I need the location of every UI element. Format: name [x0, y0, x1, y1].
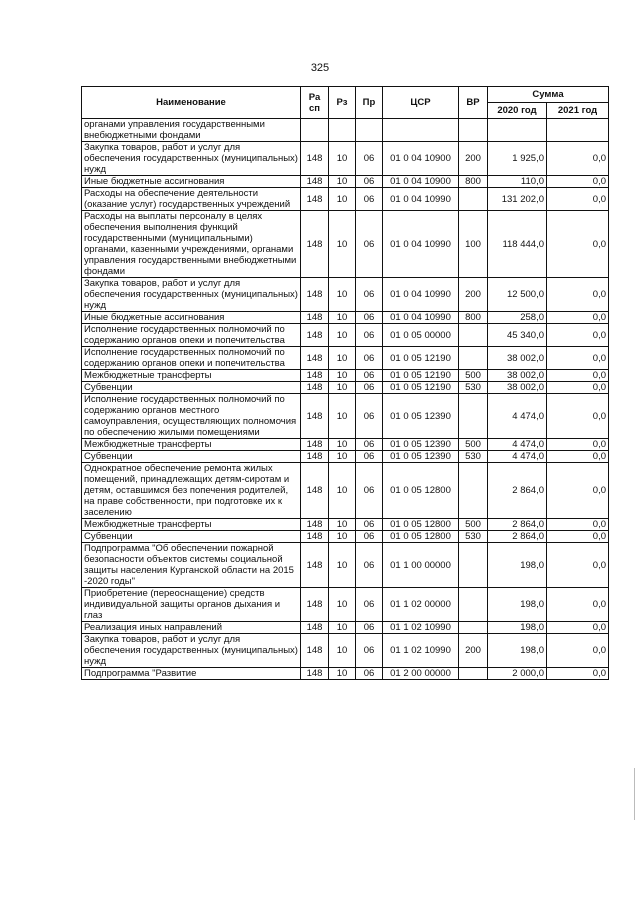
- cell-sum-2021: 0,0: [547, 278, 609, 312]
- cell-vr: 500: [459, 370, 488, 382]
- cell-vr: 200: [459, 142, 488, 176]
- cell-ra-sp: 148: [301, 211, 329, 278]
- table-row: [82, 382, 609, 394]
- cell-sum-2020: 38 002,0: [488, 370, 547, 382]
- cell-name: органами управления государственными внебюджетными фондами: [82, 119, 301, 142]
- cell-rz: 10: [329, 278, 356, 312]
- cell-vr: 530: [459, 382, 488, 394]
- cell-ra-sp: 148: [301, 370, 329, 382]
- cell-sum-2020: 12 500,0: [488, 278, 547, 312]
- table-row: [82, 622, 609, 634]
- header-ra-sp-line2: сп: [308, 102, 321, 114]
- table-row: [82, 668, 609, 680]
- header-sum: Сумма: [488, 87, 609, 103]
- cell-ra-sp: 148: [301, 347, 329, 370]
- cell-rz: [329, 119, 356, 142]
- cell-pr: 06: [356, 211, 383, 278]
- cell-ra-sp: 148: [301, 519, 329, 531]
- cell-pr: 06: [356, 519, 383, 531]
- cell-sum-2020: 198,0: [488, 588, 547, 622]
- cell-sum-2020: 4 474,0: [488, 451, 547, 463]
- cell-pr: 06: [356, 347, 383, 370]
- cell-sum-2021: 0,0: [547, 519, 609, 531]
- cell-sum-2020: 198,0: [488, 543, 547, 588]
- cell-sum-2021: 0,0: [547, 451, 609, 463]
- cell-name: Иные бюджетные ассигнования: [82, 176, 301, 188]
- cell-vr: 200: [459, 278, 488, 312]
- cell-sum-2021: [547, 119, 609, 142]
- cell-ra-sp: 148: [301, 634, 329, 668]
- cell-csr: 01 1 00 00000: [383, 543, 459, 588]
- cell-vr: 800: [459, 176, 488, 188]
- cell-csr: 01 0 05 12800: [383, 531, 459, 543]
- cell-rz: 10: [329, 176, 356, 188]
- cell-pr: 06: [356, 543, 383, 588]
- table-row: [82, 439, 609, 451]
- table-row: [82, 543, 609, 588]
- cell-rz: 10: [329, 622, 356, 634]
- cell-name: Расходы на выплаты персоналу в целях обеспечения выполнения функций государственными (муниципальными) органами, казенными учреждениями, органами управления государственными внебюджетными фондами: [82, 211, 301, 278]
- cell-name: Расходы на обеспечение деятельности (оказание услуг) государственных учреждений: [82, 188, 301, 211]
- cell-name: Закупка товаров, работ и услуг для обеспечения государственных (муниципальных) нужд: [82, 278, 301, 312]
- cell-ra-sp: 148: [301, 188, 329, 211]
- header-pr: Пр: [356, 87, 383, 119]
- header-csr: ЦСР: [383, 87, 459, 119]
- table-row: [82, 394, 609, 439]
- table-row: [82, 176, 609, 188]
- cell-vr: [459, 394, 488, 439]
- cell-pr: 06: [356, 463, 383, 519]
- cell-rz: 10: [329, 370, 356, 382]
- cell-sum-2020: 2 000,0: [488, 668, 547, 680]
- cell-ra-sp: 148: [301, 312, 329, 324]
- cell-rz: 10: [329, 312, 356, 324]
- cell-csr: 01 0 05 12800: [383, 519, 459, 531]
- cell-csr: 01 0 04 10990: [383, 188, 459, 211]
- cell-csr: 01 0 04 10990: [383, 312, 459, 324]
- cell-vr: 500: [459, 439, 488, 451]
- cell-csr: 01 0 05 12190: [383, 347, 459, 370]
- cell-rz: 10: [329, 382, 356, 394]
- cell-name: Субвенции: [82, 382, 301, 394]
- cell-sum-2020: 38 002,0: [488, 347, 547, 370]
- cell-sum-2020: 1 925,0: [488, 142, 547, 176]
- cell-name: Однократное обеспечение ремонта жилых помещений, принадлежащих детям-сиротам и детям, оставшимся без попечения родителей, на праве собственности, при подготовке их к заселению: [82, 463, 301, 519]
- cell-rz: 10: [329, 451, 356, 463]
- cell-sum-2021: 0,0: [547, 622, 609, 634]
- cell-sum-2020: 258,0: [488, 312, 547, 324]
- cell-csr: 01 1 02 10990: [383, 634, 459, 668]
- cell-vr: [459, 324, 488, 347]
- cell-csr: 01 0 05 12190: [383, 382, 459, 394]
- table-header: [82, 87, 609, 119]
- cell-name: Подпрограмма "Об обеспечении пожарной безопасности объектов системы социальной защиты населения Курганской области на 2015 -2020 годы": [82, 543, 301, 588]
- cell-sum-2020: 198,0: [488, 622, 547, 634]
- cell-csr: 01 0 05 12390: [383, 394, 459, 439]
- cell-ra-sp: [301, 119, 329, 142]
- table-row: [82, 119, 609, 142]
- cell-sum-2021: 0,0: [547, 668, 609, 680]
- cell-vr: 200: [459, 634, 488, 668]
- cell-pr: 06: [356, 588, 383, 622]
- scan-margin-mark: [634, 768, 635, 820]
- cell-rz: 10: [329, 543, 356, 588]
- cell-pr: 06: [356, 324, 383, 347]
- cell-pr: 06: [356, 451, 383, 463]
- cell-sum-2021: 0,0: [547, 370, 609, 382]
- cell-csr: 01 0 05 12190: [383, 370, 459, 382]
- cell-csr: 01 1 02 00000: [383, 588, 459, 622]
- cell-pr: 06: [356, 312, 383, 324]
- cell-csr: 01 0 05 00000: [383, 324, 459, 347]
- table-row: [82, 312, 609, 324]
- cell-name: Иные бюджетные ассигнования: [82, 312, 301, 324]
- cell-vr: 530: [459, 531, 488, 543]
- cell-rz: 10: [329, 634, 356, 668]
- cell-sum-2021: 0,0: [547, 439, 609, 451]
- cell-rz: 10: [329, 188, 356, 211]
- cell-sum-2020: [488, 119, 547, 142]
- cell-sum-2021: 0,0: [547, 463, 609, 519]
- cell-name: Межбюджетные трансферты: [82, 519, 301, 531]
- table-row: [82, 634, 609, 668]
- cell-csr: 01 0 04 10900: [383, 176, 459, 188]
- cell-vr: 800: [459, 312, 488, 324]
- cell-ra-sp: 148: [301, 278, 329, 312]
- cell-sum-2021: 0,0: [547, 634, 609, 668]
- cell-ra-sp: 148: [301, 394, 329, 439]
- cell-name: Подпрограмма "Развитие: [82, 668, 301, 680]
- cell-rz: 10: [329, 531, 356, 543]
- cell-rz: 10: [329, 463, 356, 519]
- cell-rz: 10: [329, 324, 356, 347]
- cell-name: Субвенции: [82, 531, 301, 543]
- cell-name: Межбюджетные трансферты: [82, 439, 301, 451]
- table-row: [82, 211, 609, 278]
- header-ra-sp: [301, 87, 329, 119]
- cell-csr: 01 0 05 12800: [383, 463, 459, 519]
- header-year-2020: 2020 год: [488, 103, 547, 119]
- cell-csr: 01 0 04 10900: [383, 142, 459, 176]
- budget-table: [81, 86, 609, 680]
- cell-name: Исполнение государственных полномочий по содержанию органов опеки и попечительства: [82, 324, 301, 347]
- cell-vr: [459, 668, 488, 680]
- cell-sum-2020: 4 474,0: [488, 394, 547, 439]
- table-row: [82, 519, 609, 531]
- cell-sum-2020: 4 474,0: [488, 439, 547, 451]
- cell-csr: 01 1 02 10990: [383, 622, 459, 634]
- cell-pr: 06: [356, 278, 383, 312]
- cell-sum-2021: 0,0: [547, 324, 609, 347]
- cell-rz: 10: [329, 347, 356, 370]
- cell-name: Субвенции: [82, 451, 301, 463]
- cell-ra-sp: 148: [301, 543, 329, 588]
- cell-sum-2021: 0,0: [547, 543, 609, 588]
- cell-ra-sp: 148: [301, 588, 329, 622]
- header-ra-sp-line1: Ра: [308, 91, 321, 103]
- table-row: [82, 188, 609, 211]
- cell-vr: [459, 347, 488, 370]
- cell-pr: 06: [356, 370, 383, 382]
- cell-name: Реализация иных направлений: [82, 622, 301, 634]
- cell-pr: 06: [356, 668, 383, 680]
- table-row: [82, 588, 609, 622]
- cell-pr: 06: [356, 634, 383, 668]
- cell-rz: 10: [329, 668, 356, 680]
- table-body: [82, 119, 609, 680]
- cell-sum-2020: 2 864,0: [488, 519, 547, 531]
- cell-rz: 10: [329, 211, 356, 278]
- cell-sum-2020: 2 864,0: [488, 531, 547, 543]
- table-row: [82, 142, 609, 176]
- cell-sum-2020: 198,0: [488, 634, 547, 668]
- cell-name: Закупка товаров, работ и услуг для обеспечения государственных (муниципальных) нужд: [82, 634, 301, 668]
- cell-pr: 06: [356, 622, 383, 634]
- cell-name: Межбюджетные трансферты: [82, 370, 301, 382]
- cell-sum-2021: 0,0: [547, 394, 609, 439]
- cell-sum-2020: 110,0: [488, 176, 547, 188]
- cell-name: Закупка товаров, работ и услуг для обеспечения государственных (муниципальных) нужд: [82, 142, 301, 176]
- cell-pr: 06: [356, 382, 383, 394]
- cell-sum-2020: 45 340,0: [488, 324, 547, 347]
- cell-sum-2020: 131 202,0: [488, 188, 547, 211]
- cell-ra-sp: 148: [301, 451, 329, 463]
- cell-rz: 10: [329, 439, 356, 451]
- table-row: [82, 531, 609, 543]
- cell-vr: 530: [459, 451, 488, 463]
- cell-vr: [459, 622, 488, 634]
- table-row: [82, 324, 609, 347]
- cell-sum-2021: 0,0: [547, 142, 609, 176]
- cell-vr: 500: [459, 519, 488, 531]
- header-year-2021: 2021 год: [547, 103, 609, 119]
- cell-ra-sp: 148: [301, 463, 329, 519]
- cell-sum-2020: 118 444,0: [488, 211, 547, 278]
- cell-ra-sp: 148: [301, 439, 329, 451]
- cell-rz: 10: [329, 519, 356, 531]
- cell-pr: 06: [356, 176, 383, 188]
- cell-pr: 06: [356, 531, 383, 543]
- cell-pr: 06: [356, 394, 383, 439]
- cell-sum-2020: 2 864,0: [488, 463, 547, 519]
- cell-pr: 06: [356, 142, 383, 176]
- cell-ra-sp: 148: [301, 324, 329, 347]
- cell-rz: 10: [329, 588, 356, 622]
- cell-sum-2021: 0,0: [547, 188, 609, 211]
- cell-sum-2021: 0,0: [547, 211, 609, 278]
- cell-name: Исполнение государственных полномочий по содержанию органов опеки и попечительства: [82, 347, 301, 370]
- cell-ra-sp: 148: [301, 382, 329, 394]
- cell-csr: 01 2 00 00000: [383, 668, 459, 680]
- cell-sum-2021: 0,0: [547, 347, 609, 370]
- cell-sum-2020: 38 002,0: [488, 382, 547, 394]
- cell-ra-sp: 148: [301, 142, 329, 176]
- cell-pr: 06: [356, 439, 383, 451]
- cell-sum-2021: 0,0: [547, 531, 609, 543]
- cell-vr: [459, 188, 488, 211]
- table-row: [82, 451, 609, 463]
- cell-name: Приобретение (переоснащение) средств индивидуальной защиты органов дыхания и глаз: [82, 588, 301, 622]
- header-name: Наименование: [82, 87, 301, 119]
- cell-rz: 10: [329, 394, 356, 439]
- cell-vr: [459, 588, 488, 622]
- cell-csr: 01 0 05 12390: [383, 451, 459, 463]
- table-row: [82, 463, 609, 519]
- header-vr: ВР: [459, 87, 488, 119]
- cell-sum-2021: 0,0: [547, 176, 609, 188]
- table-row: [82, 370, 609, 382]
- cell-csr: [383, 119, 459, 142]
- cell-sum-2021: 0,0: [547, 382, 609, 394]
- cell-vr: [459, 463, 488, 519]
- cell-vr: 100: [459, 211, 488, 278]
- cell-csr: 01 0 05 12390: [383, 439, 459, 451]
- page-number: 325: [310, 62, 330, 74]
- cell-sum-2021: 0,0: [547, 312, 609, 324]
- header-rz: Рз: [329, 87, 356, 119]
- cell-vr: [459, 543, 488, 588]
- cell-vr: [459, 119, 488, 142]
- cell-ra-sp: 148: [301, 622, 329, 634]
- table-row: [82, 278, 609, 312]
- cell-rz: 10: [329, 142, 356, 176]
- cell-pr: [356, 119, 383, 142]
- cell-ra-sp: 148: [301, 668, 329, 680]
- cell-pr: 06: [356, 188, 383, 211]
- cell-csr: 01 0 04 10990: [383, 211, 459, 278]
- cell-ra-sp: 148: [301, 176, 329, 188]
- table-row: [82, 347, 609, 370]
- cell-name: Исполнение государственных полномочий по содержанию органов местного самоуправления, осуществляющих полномочия по обеспечению жилыми помещениями: [82, 394, 301, 439]
- cell-csr: 01 0 04 10990: [383, 278, 459, 312]
- cell-sum-2021: 0,0: [547, 588, 609, 622]
- cell-ra-sp: 148: [301, 531, 329, 543]
